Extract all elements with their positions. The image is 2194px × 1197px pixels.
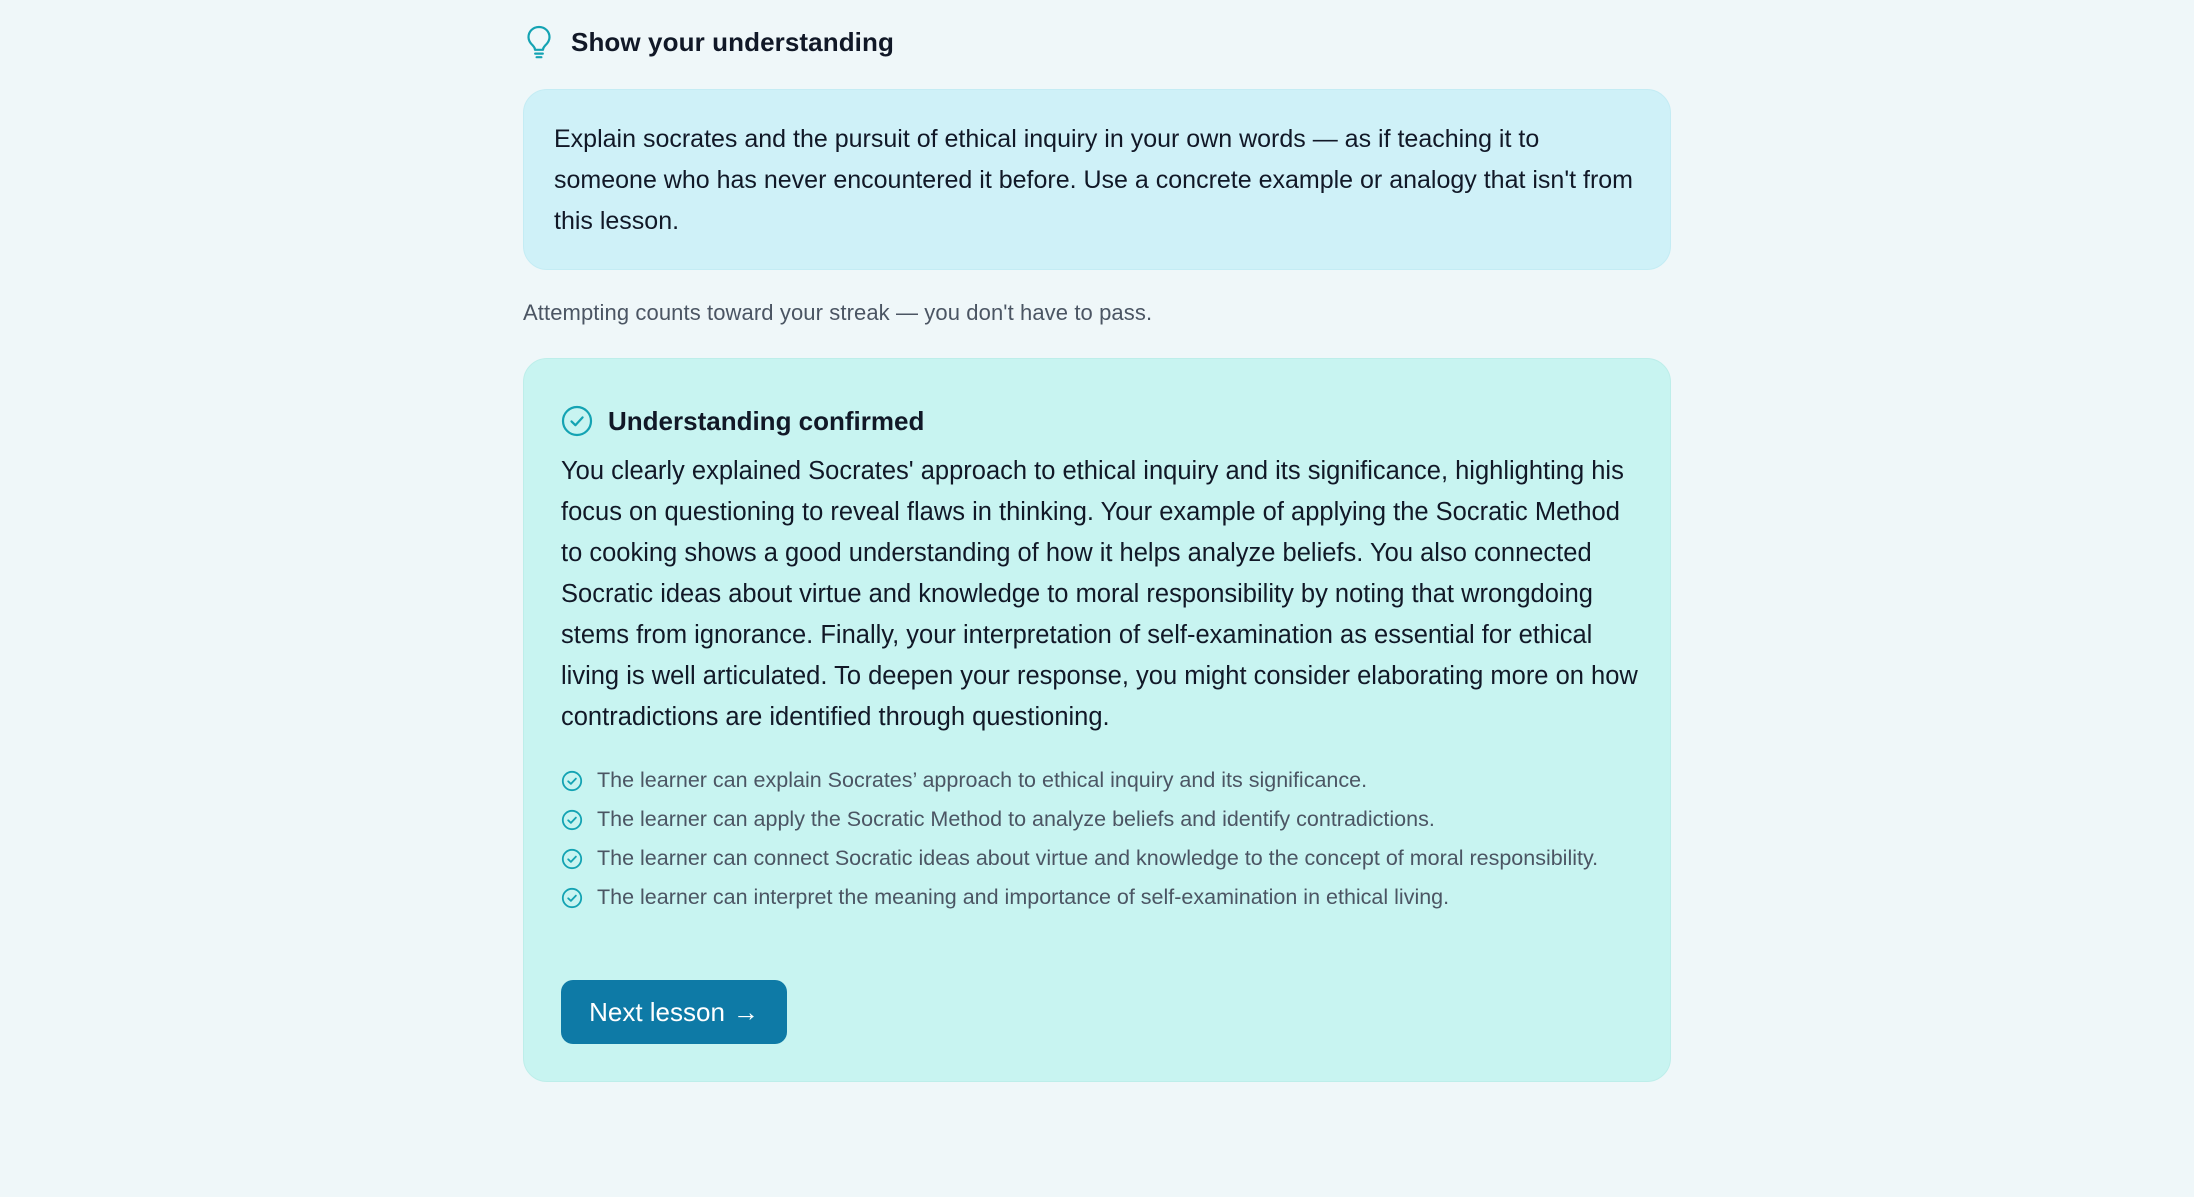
next-lesson-button[interactable] [561,980,787,1044]
criterion-text: The learner can apply the Socratic Method to analyze beliefs and identify contradictions. [597,807,1435,831]
prompt-card [523,89,1671,270]
criterion-item [561,805,1641,834]
check-circle-icon [561,887,583,909]
check-circle-icon [561,848,583,870]
criterion-text: The learner can interpret the meaning and importance of self-examination in ethical living. [597,885,1450,909]
section-title: Show your understanding [571,26,894,57]
arrow-right-icon: → [732,996,759,1027]
criteria-list [561,766,1641,922]
streak-note: Attempting counts toward your streak — you don't have to pass. [523,300,1153,325]
criterion-item [561,844,1641,873]
result-header [561,397,924,445]
result-title: Understanding confirmed [608,405,925,436]
next-lesson-label: Next lesson [589,996,725,1027]
feedback-text: You clearly explained Socrates' approach to ethical inquiry and its significance, highlighting his focus on questioning to reveal flaws in thinking. Your example of applying the Socratic Method to cooking shows a good understanding of how it helps analyze beliefs. You also connected Socratic ideas about virtue and knowledge to moral responsibility by noting that wrongdoing stems from ignorance. Finally, your interpretation of self-examination as essential for ethical living is well articulated. To deepen your response, you might consider elaborating more on how contradictions are identified through questioning. [561,457,1638,731]
criterion-text: The learner can connect Socratic ideas about virtue and knowledge to the concept of moral responsibility. [597,846,1599,870]
section-heading [523,22,894,62]
criterion-text: The learner can explain Socrates’ approach to ethical inquiry and its significance. [597,768,1368,792]
check-circle-icon [561,809,583,831]
criterion-item [561,883,1641,912]
lightbulb-icon [523,24,555,60]
prompt-text: Explain socrates and the pursuit of ethical inquiry in your own words — as if teaching it to someone who has never encountered it before. Use a concrete example or analogy that isn't from this lesson. [554,125,1633,235]
criterion-item [561,766,1641,795]
check-circle-icon [561,770,583,792]
result-card [523,358,1671,1082]
check-circle-icon [561,405,593,437]
